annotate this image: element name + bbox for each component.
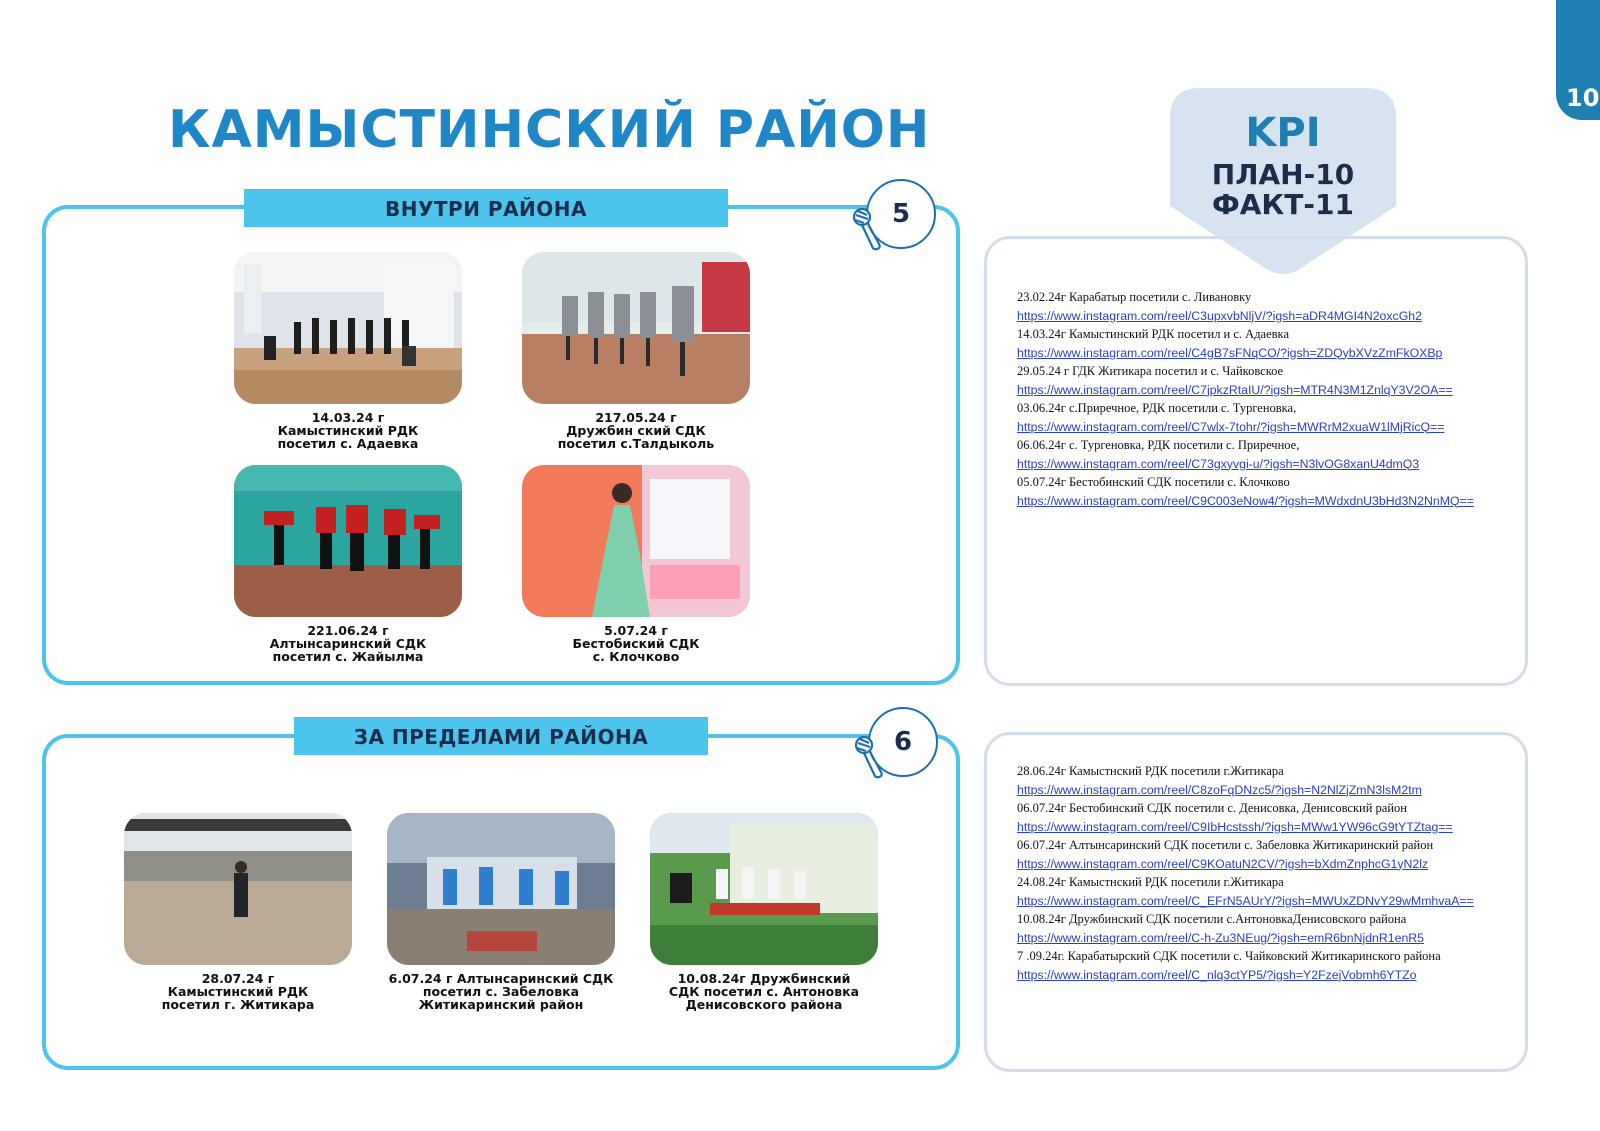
log-entry-link[interactable]: https://www.instagram.com/reel/C3upxvbNljV/?igsh=aDR4MGI4N2oxcGh2 (1017, 308, 1422, 323)
photo-adaevka (234, 252, 462, 404)
caption-line: 14.03.24 г (311, 410, 385, 425)
caption-line: 10.08.24г Дружбинский (677, 971, 851, 986)
log-entry-text: 7 .09.24г. Карабатырский СДК посетили с. Чайковский Житикаринского района (1017, 949, 1441, 963)
inside-district-panel (42, 205, 960, 685)
log-entry-link[interactable]: https://www.instagram.com/reel/C4gB7sFNqCO/?igsh=ZDQybXVzZmFkOXBp (1017, 345, 1443, 360)
log-entry-text: 23.02.24г Карабатыр посетили с. Ливановку (1017, 290, 1252, 304)
caption-klochkovo (522, 624, 750, 663)
log-entry-text: 06.07.24г Бестобинский СДК посетили с. Денисовка, Денисовский район (1017, 801, 1407, 815)
log-entry-link[interactable]: https://www.instagram.com/reel/C9C003eNow4/?igsh=MWdxdnU3bHd3N2NnMQ== (1017, 493, 1474, 508)
photo-zabelovka (387, 813, 615, 965)
caption-line: Камыстинский РДК (277, 423, 419, 438)
kpi-label: KPI (1245, 110, 1321, 156)
page-title: КАМЫСТИНСКИЙ РАЙОН (168, 100, 931, 160)
photo-zhitikara (124, 813, 352, 965)
caption-antonovka (650, 972, 878, 1011)
log-entry-text: 28.06.24г Камыстнский РДК посетили г.Житикара (1017, 764, 1284, 778)
caption-line: Бестобиский СДК (572, 636, 700, 651)
caption-line: 28.07.24 г (201, 971, 275, 986)
microphone-icon (854, 734, 886, 782)
log-entry-text: 10.08.24г Дружбинский СДК посетили с.АнтоновкаДенисовского района (1017, 912, 1407, 926)
caption-line: Дружбин ский СДК (566, 423, 706, 438)
page-number-tab (1556, 0, 1600, 120)
photo-zhaiylma (234, 465, 462, 617)
log-entry-text: 06.06.24г с. Тургеновка, РДК посетили с. Приречное, (1017, 438, 1300, 452)
photo-taldykol (522, 252, 750, 404)
caption-line: 5.07.24 г (604, 623, 668, 638)
caption-line: с. Клочково (592, 649, 680, 664)
log-entry-text: 24.08.24г Камыстнский РДК посетили г.Житикара (1017, 875, 1284, 889)
caption-taldykol (522, 411, 750, 450)
log-entry-link[interactable]: https://www.instagram.com/reel/C9IbHcstssh/?igsh=MWw1YW96cG9tYTZtag== (1017, 819, 1453, 834)
caption-line: посетил г. Житикара (161, 997, 315, 1012)
inside-district-banner: ВНУТРИ РАЙОНА (244, 189, 728, 227)
caption-line: 221.06.24 г (307, 623, 389, 638)
caption-zabelovka (387, 972, 615, 1011)
log-entry-link[interactable]: https://www.instagram.com/reel/C9KOatuN2CV/?igsh=bXdmZnphcG1yN2lz (1017, 856, 1429, 871)
log-entry-link[interactable]: https://www.instagram.com/reel/C8zoFqDNzc5/?igsh=N2NlZjZmN3lsM2tm (1017, 782, 1422, 797)
log-entry-link[interactable]: https://www.instagram.com/reel/C7jpkzRtaIU/?igsh=MTR4N3M1ZnlqY3V2OA== (1017, 382, 1453, 397)
microphone-icon (852, 206, 884, 254)
photo-antonovka (650, 813, 878, 965)
caption-line: посетил с. Адаевка (277, 436, 419, 451)
visits-log-bottom (1017, 762, 1497, 984)
kpi-fact: ФАКТ-11 (1211, 188, 1354, 221)
log-entry-text: 29.05.24 г ГДК Житикара посетил и с. Чайковское (1017, 364, 1284, 378)
log-entry-link[interactable]: https://www.instagram.com/reel/C_nlq3ctYP5/?igsh=Y2FzejVobmh6YTZo (1017, 967, 1417, 982)
caption-line: 217.05.24 г (595, 410, 677, 425)
log-entry-link[interactable]: https://www.instagram.com/reel/C_EFrN5AUrY/?igsh=MWUxZDNvY29wMmhvaA== (1017, 893, 1474, 908)
caption-adaevka (234, 411, 462, 450)
caption-zhaiylma (234, 624, 462, 663)
caption-line: СДК посетил с. Антоновка (668, 984, 860, 999)
outside-count: 6 (893, 727, 913, 757)
caption-line: 6.07.24 г Алтынсаринский СДК (388, 971, 614, 986)
log-entry-link[interactable]: https://www.instagram.com/reel/C-h-Zu3NEug/?igsh=emR6bnNjdnR1enR5 (1017, 930, 1425, 945)
log-entry-text: 05.07.24г Бестобинский СДК посетили с. Клочково (1017, 475, 1290, 489)
caption-zhitikara (124, 972, 352, 1011)
caption-line: Камыстинский РДК (167, 984, 309, 999)
caption-line: Денисовского района (685, 997, 843, 1012)
log-entry-text: 06.07.24г Алтынсаринский СДК посетили с. Забеловка Житикаринский район (1017, 838, 1434, 852)
caption-line: Алтынсаринский СДК (269, 636, 427, 651)
kpi-plan: ПЛАН-10 (1211, 158, 1355, 191)
caption-line: Житикаринский район (418, 997, 584, 1012)
caption-line: посетил с.Талдыколь (557, 436, 715, 451)
log-entry-link[interactable]: https://www.instagram.com/reel/C7wlx-7tohr/?igsh=MWRrM2xuaW1lMjRicQ== (1017, 419, 1445, 434)
page-number: 10 (1566, 84, 1600, 112)
log-entry-text: 14.03.24г Камыстинский РДК посетил и с. Адаевка (1017, 327, 1289, 341)
caption-line: посетил с. Забеловка (422, 984, 580, 999)
inside-count: 5 (891, 199, 911, 229)
visits-log-top (1017, 288, 1497, 510)
log-entry-link[interactable]: https://www.instagram.com/reel/C73gxyvgi-u/?igsh=N3lvOG8xanU4dmQ3 (1017, 456, 1420, 471)
log-entry-text: 03.06.24г с.Приречное, РДК посетили с. Тургеновка, (1017, 401, 1297, 415)
photo-klochkovo (522, 465, 750, 617)
outside-district-banner: ЗА ПРЕДЕЛАМИ РАЙОНА (294, 717, 708, 755)
caption-line: посетил с. Жайылма (272, 649, 424, 664)
